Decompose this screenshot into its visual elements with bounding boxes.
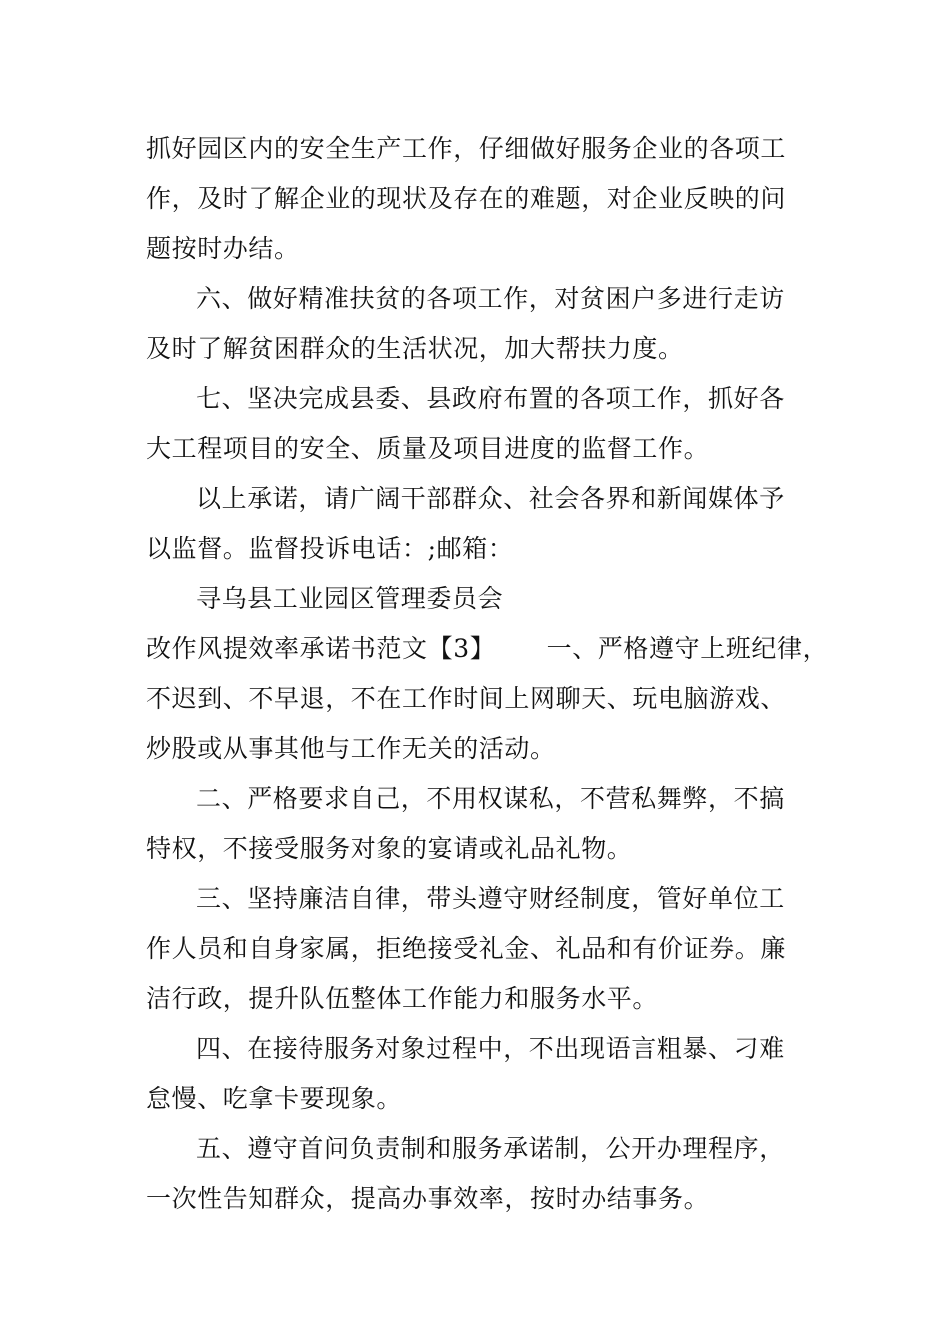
text-line: 炒股或从事其他与工作无关的活动。 — [146, 734, 556, 763]
paragraph-six-start: 六、做好精准扶贫的各项工作，对贫困户多进行走访 — [196, 284, 785, 313]
text-line: 作人员和自身家属，拒绝接受礼金、礼品和有价证券。廉 — [146, 934, 787, 963]
paragraph-three-start: 三、坚持廉洁自律，带头遵守财经制度，管好单位工 — [196, 884, 785, 913]
text-line: 作，及时了解企业的现状及存在的难题，对企业反映的问 — [146, 184, 787, 213]
text-line: 题按时办结。 — [146, 234, 300, 263]
paragraph-two-start: 二、严格要求自己，不用权谋私，不营私舞弊，不搞 — [196, 784, 785, 813]
text-line: 怠慢、吃拿卡要现象。 — [146, 1084, 403, 1113]
text-line: 大工程项目的安全、质量及项目进度的监督工作。 — [146, 434, 710, 463]
organization-signature: 寻乌县工业园区管理委员会 — [196, 584, 504, 613]
text-line: 洁行政，提升队伍整体工作能力和服务水平。 — [146, 984, 659, 1013]
text-line: 及时了解贫困群众的生活状况，加大帮扶力度。 — [146, 334, 684, 363]
paragraph-four-start: 四、在接待服务对象过程中，不出现语言粗暴、刁难 — [196, 1034, 785, 1063]
paragraph-seven-start: 七、坚决完成县委、县政府布置的各项工作，抓好各 — [196, 384, 785, 413]
paragraph-five-start: 五、遵守首问负责制和服务承诺制，公开办理程序， — [196, 1134, 785, 1163]
commitment-closing-start: 以上承诺，请广阔干部群众、社会各界和新闻媒体予 — [196, 484, 785, 513]
text-line: 特权，不接受服务对象的宴请或礼品礼物。 — [146, 834, 633, 863]
section-heading-line: 改作风提效率承诺书范文【3】 一、严格遵守上班纪律， — [146, 634, 829, 663]
text-line: 抓好园区内的安全生产工作，仔细做好服务企业的各项工 — [146, 134, 787, 163]
text-line: 不迟到、不早退，不在工作时间上网聊天、玩电脑游戏、 — [146, 684, 787, 713]
text-line: 一次性告知群众，提高办事效率，按时办结事务。 — [146, 1184, 710, 1213]
supervision-contact-line: 以监督。监督投诉电话：;邮箱： — [146, 534, 514, 563]
